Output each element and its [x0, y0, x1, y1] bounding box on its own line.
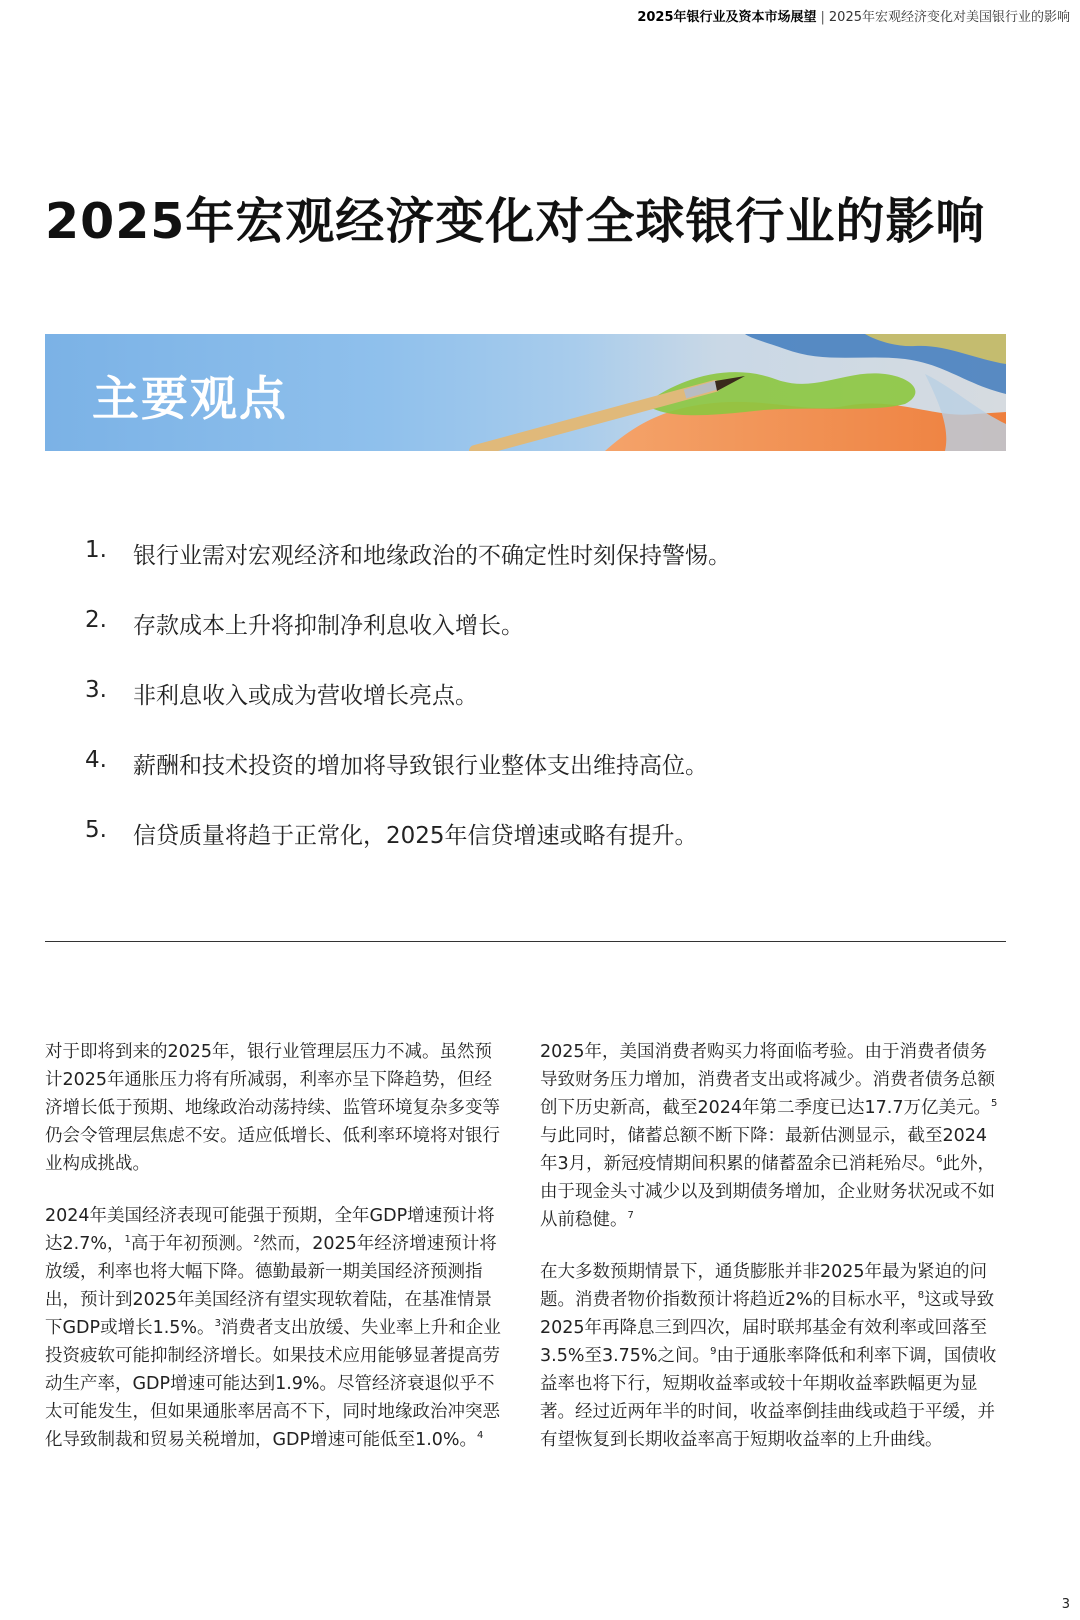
list-number: 2. [85, 607, 107, 633]
list-number: 4. [85, 747, 107, 773]
list-item [85, 537, 731, 607]
key-points-list [85, 537, 731, 887]
paragraph-text: 2025年，美国消费者购买力将面临考验。由于消费者债务导致财务压力增加，消费者支出或将减少。消费者债务总额创下历史新高，截至2024年第二季度已达17.7万亿美元。 [540, 1042, 995, 1118]
running-header [637, 6, 1070, 25]
header-report-title: 2025年银行业及资本市场展望 [637, 10, 817, 25]
list-item [85, 747, 731, 817]
paragraph-text: 在大多数预期情景下，通货膨胀并非2025年最为紧迫的问题。消费者物价指数预计将趋近2%的目标水平， [540, 1262, 988, 1310]
page-title: 2025年宏观经济变化对全球银行业的影响 [45, 193, 986, 250]
header-separator: | [820, 10, 825, 25]
paragraph-text: 与此同时，储蓄总额不断下降：最新估测显示，截至2024年3月，新冠疫情期间积累的储蓄盈余已消耗殆尽。 [540, 1126, 988, 1174]
list-text: 非利息收入或成为营收增长亮点。 [133, 683, 478, 709]
footnote-ref[interactable]: 4 [477, 1430, 484, 1442]
list-item [85, 607, 731, 677]
footnote-ref[interactable]: 8 [917, 1290, 925, 1302]
body-paragraph [45, 1202, 507, 1454]
paragraph-text: 由于通胀率降低和利率下调，国债收益率也将下行，短期收益率或较十年期收益率跌幅更为显著。经过近两年半的时间，收益率倒挂曲线或趋于平缓，并有望恢复到长期收益率高于短期收益率的上升曲线。 [540, 1346, 997, 1450]
banner-title: 主要观点 [92, 372, 288, 427]
paragraph-text: 此外，由于现金头寸减少以及到期债务增加，企业财务状况或不如从前稳健。 [540, 1154, 996, 1230]
list-item [85, 677, 731, 747]
section-divider [45, 941, 1006, 942]
footnote-ref[interactable]: 6 [936, 1154, 943, 1166]
paragraph-text: 消费者支出放缓、失业率上升和企业投资疲软可能抑制经济增长。如果技术应用能够显著提高劳动生产率，GDP增速可能达到1.9%。尽管经济衰退似乎不太可能发生，但如果通胀率居高不下，同时地缘政治冲突恶化导致制裁和贸易关税增加，GDP增速可能低至1.0%。 [45, 1318, 501, 1450]
footnote-ref[interactable]: 2 [253, 1234, 260, 1246]
body-column-left [45, 1038, 507, 1478]
paragraph-text: 这或导致2025年再降息三到四次，届时联邦基金有效利率或回落至3.5%至3.75%之间。 [540, 1290, 995, 1366]
list-text: 存款成本上升将抑制净利息收入增长。 [133, 613, 524, 639]
list-text: 薪酬和技术投资的增加将导致银行业整体支出维持高位。 [133, 753, 708, 779]
body-column-right [540, 1038, 1002, 1478]
footnote-ref[interactable]: 3 [214, 1318, 221, 1330]
header-section-title: 2025年宏观经济变化对美国银行业的影响 [828, 10, 1070, 25]
list-number: 5. [85, 817, 107, 843]
paragraph-text: 2024年美国经济表现可能强于预期，全年GDP增速预计将达2.7%， [45, 1206, 495, 1254]
list-text: 银行业需对宏观经济和地缘政治的不确定性时刻保持警惕。 [133, 543, 731, 569]
body-paragraph [540, 1258, 1002, 1454]
list-number: 3. [85, 677, 107, 703]
footnote-ref[interactable]: 9 [710, 1346, 717, 1358]
body-paragraph [540, 1038, 1002, 1234]
page-number: 3 [1061, 1597, 1070, 1612]
body-paragraph: 对于即将到来的2025年，银行业管理层压力不减。虽然预计2025年通胀压力将有所减弱，利率亦呈下降趋势，但经济增长低于预期、地缘政治动荡持续、监管环境复杂多变等仍会令管理层焦虑不安。适应低增长、低利率环境将对银行业构成挑战。 [45, 1042, 500, 1174]
footnote-ref[interactable]: 1 [124, 1234, 131, 1246]
footnote-ref[interactable]: 5 [991, 1098, 998, 1110]
list-number: 1. [85, 537, 107, 563]
list-text: 信贷质量将趋于正常化，2025年信贷增速或略有提升。 [133, 823, 698, 849]
paragraph-text: 然而，2025年经济增速预计将放缓，利率也将大幅下降。德勤最新一期美国经济预测指出，预计到2025年美国经济有望实现软着陆，在基准情景下GDP或增长1.5%。 [45, 1234, 497, 1338]
list-item [85, 817, 731, 887]
paragraph-text: 高于年初预测。 [130, 1234, 254, 1254]
footnote-ref[interactable]: 7 [627, 1210, 634, 1222]
key-points-banner [45, 334, 1006, 451]
